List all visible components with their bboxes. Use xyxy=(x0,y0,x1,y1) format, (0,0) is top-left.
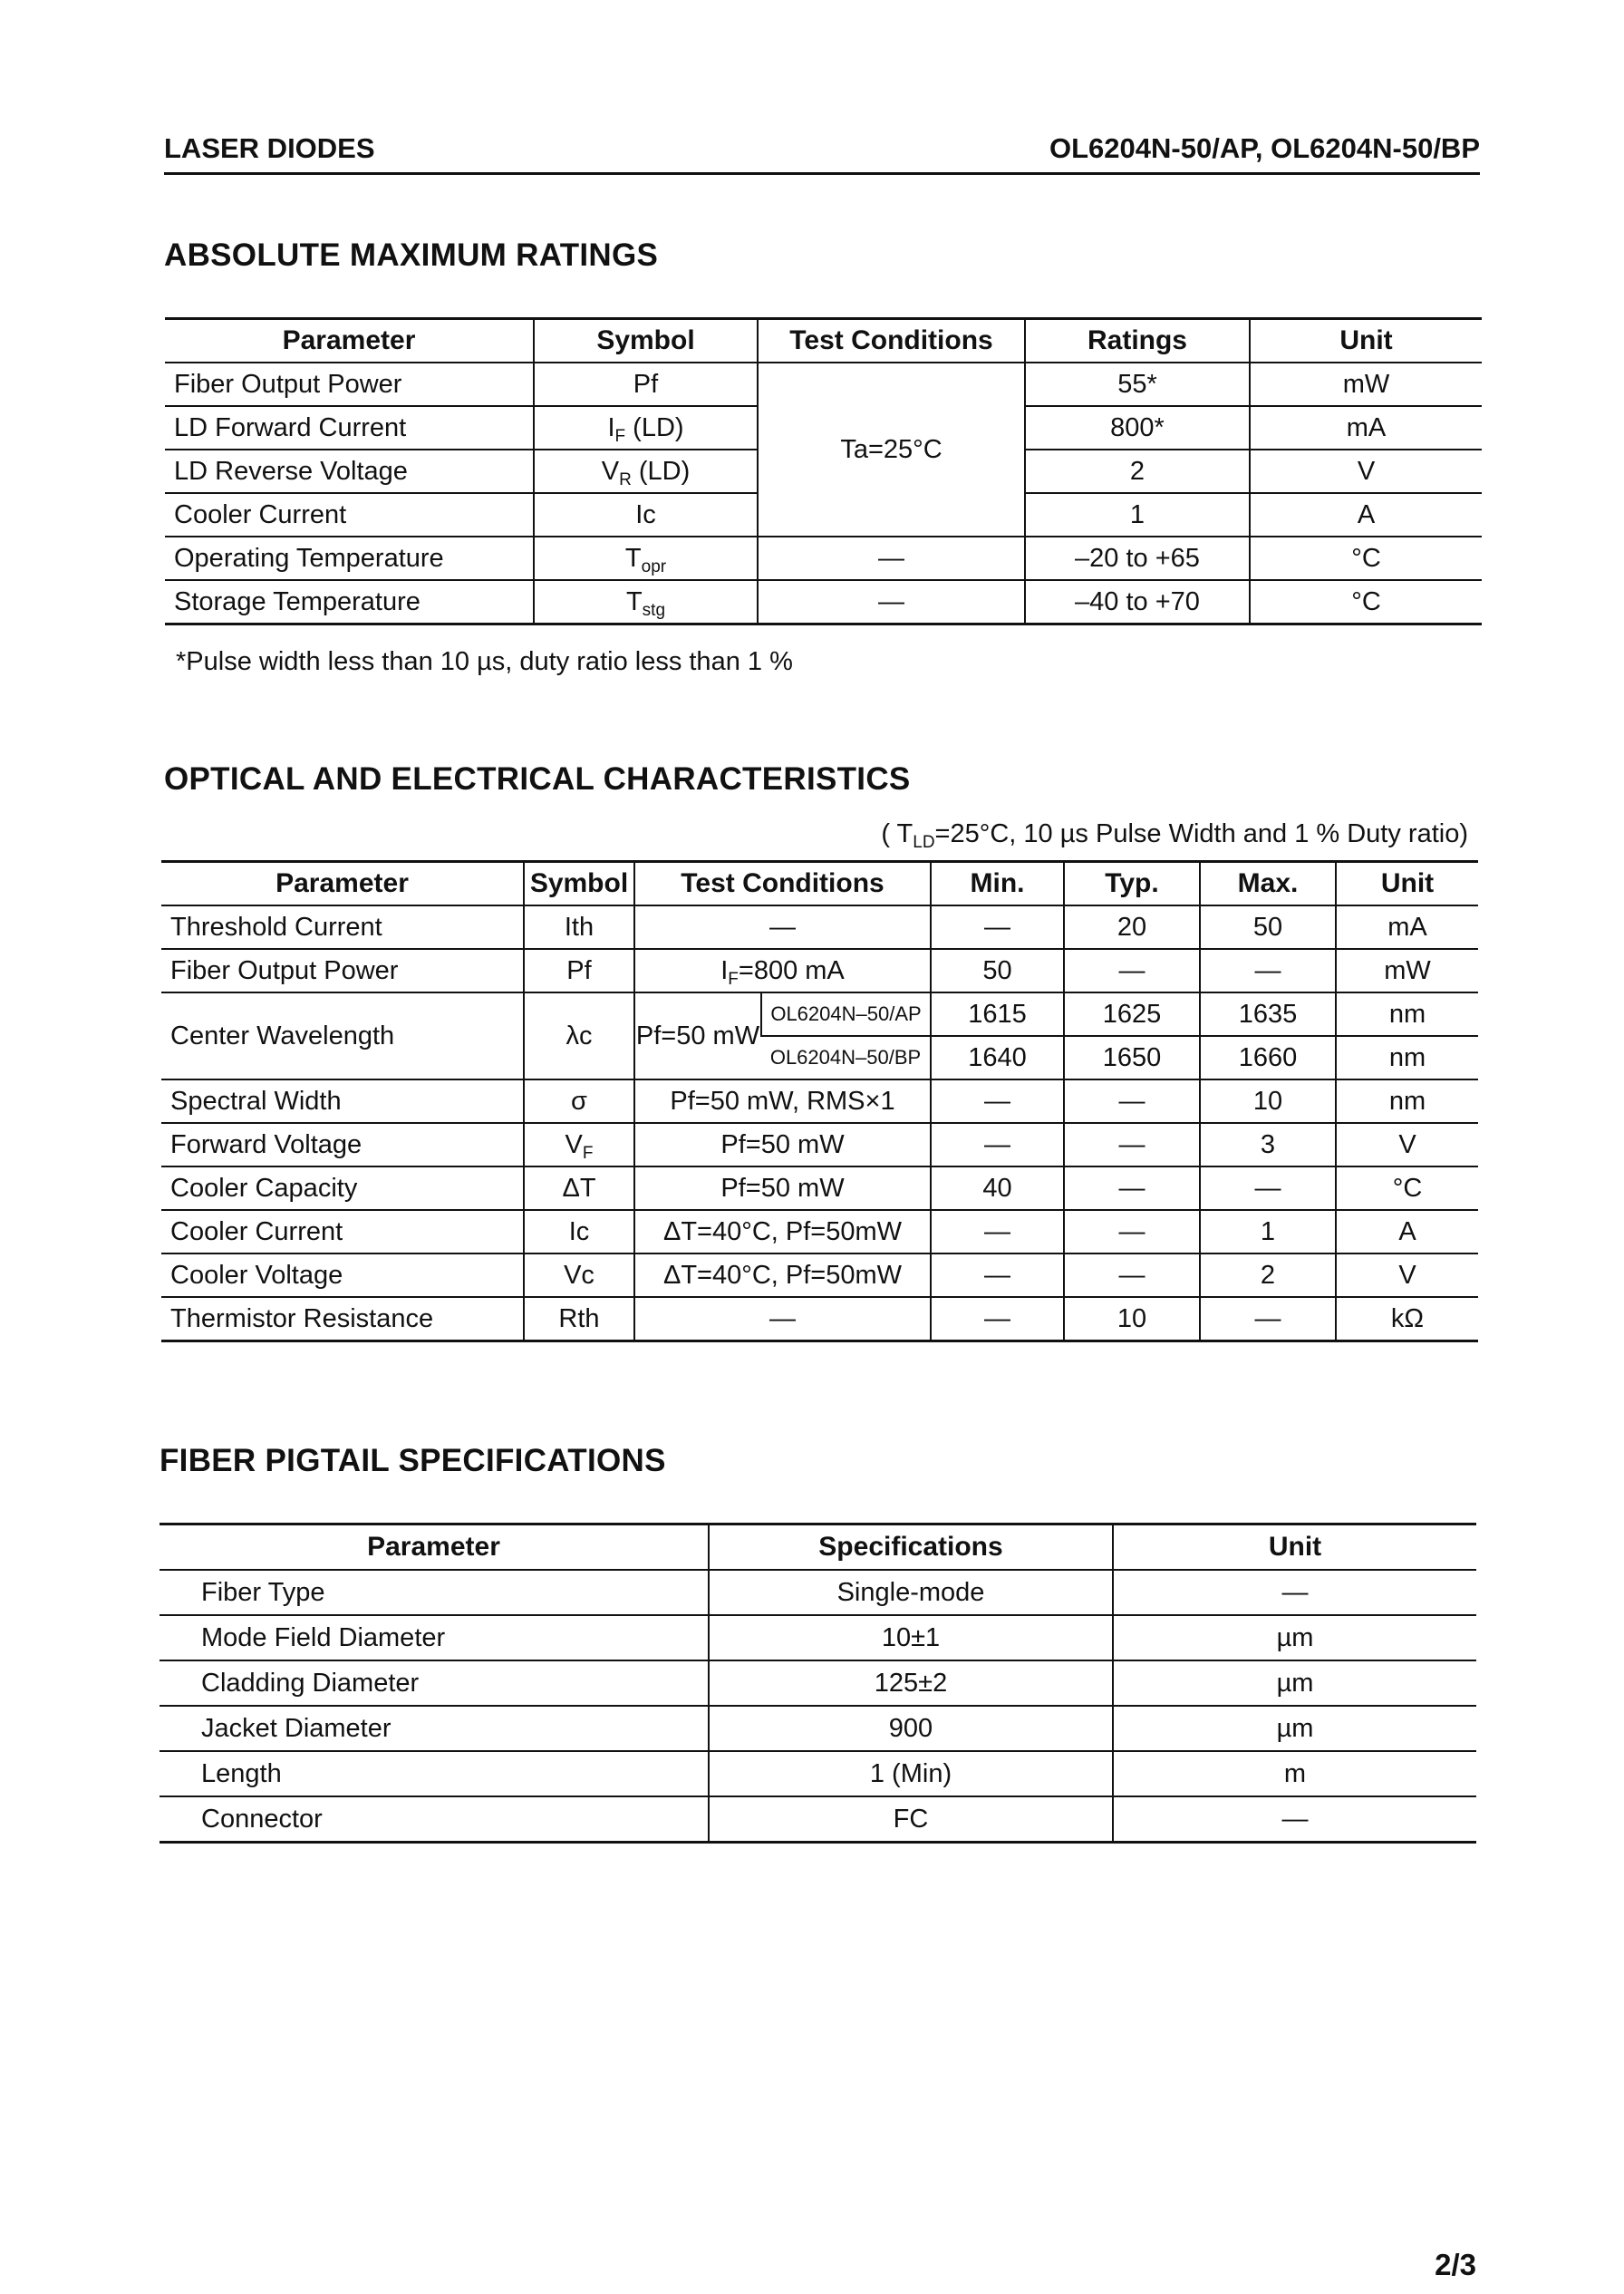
unit-cell: — xyxy=(1113,1796,1476,1843)
unit-cell: µm xyxy=(1113,1660,1476,1706)
min-cell: — xyxy=(931,905,1064,949)
col-header: Symbol xyxy=(524,862,634,906)
unit-cell: V xyxy=(1336,1123,1478,1166)
table-row xyxy=(160,1570,1476,1615)
doc-category: LASER DIODES xyxy=(164,132,375,164)
col-header: Symbol xyxy=(534,319,758,363)
symbol-cell: Ith xyxy=(524,905,634,949)
unit-cell: mW xyxy=(1250,363,1482,406)
param-cell: Storage Temperature xyxy=(165,580,534,624)
table-row xyxy=(165,363,1482,406)
param-cell: Jacket Diameter xyxy=(160,1706,709,1751)
unit-cell: A xyxy=(1250,493,1482,537)
symbol-cell: λc xyxy=(524,992,634,1079)
param-cell: Cooler Current xyxy=(165,493,534,537)
param-cell: Connector xyxy=(160,1796,709,1843)
unit-cell: V xyxy=(1250,450,1482,493)
fiber-pigtail-table xyxy=(160,1523,1476,1844)
test-condition-cell: — xyxy=(758,580,1025,624)
page-number: 2/3 xyxy=(1435,2248,1476,2281)
model-cell: OL6204N–50/BP xyxy=(761,1036,931,1079)
fps-title: FIBER PIGTAIL SPECIFICATIONS xyxy=(160,1443,666,1478)
typ-cell: 1625 xyxy=(1064,992,1200,1036)
symbol-cell: $T_{opr}$ xyxy=(534,537,758,580)
table-row xyxy=(165,537,1482,580)
table-row xyxy=(161,1166,1478,1210)
symbol-cell: $I_F$ (LD) xyxy=(534,406,758,450)
footnote: *Pulse width less than 10 µs, duty ratio less than 1 % xyxy=(176,647,793,676)
col-header: Specifications xyxy=(709,1524,1113,1571)
param-cell: Spectral Width xyxy=(161,1079,524,1123)
max-cell: 3 xyxy=(1200,1123,1336,1166)
typ-cell: 20 xyxy=(1064,905,1200,949)
max-cell: — xyxy=(1200,1166,1336,1210)
rating-cell: 55* xyxy=(1025,363,1250,406)
spec-cell: 1 (Min) xyxy=(709,1751,1113,1796)
optical-electrical-table xyxy=(161,860,1478,1342)
table-header-row xyxy=(160,1524,1476,1571)
param-cell: Center Wavelength xyxy=(161,992,524,1079)
param-cell: LD Reverse Voltage xyxy=(165,450,534,493)
table-row xyxy=(161,1123,1478,1166)
unit-cell: V xyxy=(1336,1253,1478,1297)
param-cell: Fiber Output Power xyxy=(161,949,524,992)
typ-cell: — xyxy=(1064,1079,1200,1123)
col-header: Parameter xyxy=(161,862,524,906)
rating-cell: –20 to +65 xyxy=(1025,537,1250,580)
table-row xyxy=(161,905,1478,949)
unit-cell: m xyxy=(1113,1751,1476,1796)
min-cell: — xyxy=(931,1297,1064,1341)
col-header: Max. xyxy=(1200,862,1336,906)
test-condition-cell: Pf=50 mW, RMS×1 xyxy=(634,1079,931,1123)
unit-cell: °C xyxy=(1336,1166,1478,1210)
unit-cell: nm xyxy=(1336,1079,1478,1123)
test-condition-cell: Pf=50 mW xyxy=(634,1166,931,1210)
test-condition-cell: Ta=25°C xyxy=(758,363,1025,537)
rating-cell: 1 xyxy=(1025,493,1250,537)
symbol-cell: Rth xyxy=(524,1297,634,1341)
test-condition-cell: — xyxy=(758,537,1025,580)
max-cell: 50 xyxy=(1200,905,1336,949)
typ-cell: — xyxy=(1064,1166,1200,1210)
col-header: Test Conditions xyxy=(758,319,1025,363)
param-cell: Fiber Type xyxy=(160,1570,709,1615)
absolute-maximum-ratings-table xyxy=(165,317,1482,625)
unit-cell: mA xyxy=(1336,905,1478,949)
typ-cell: — xyxy=(1064,1253,1200,1297)
symbol-cell: Ic xyxy=(534,493,758,537)
doc-part-numbers: OL6204N-50/AP, OL6204N-50/BP xyxy=(1049,132,1480,164)
col-header: Test Conditions xyxy=(634,862,931,906)
page-header xyxy=(164,132,1480,175)
spec-cell: 125±2 xyxy=(709,1660,1113,1706)
measurement-conditions: ( $T_{LD}=25^\circ C$, 10 µs Pulse Width and 1 % Duty ratio) xyxy=(881,819,1468,852)
param-cell: Mode Field Diameter xyxy=(160,1615,709,1660)
rating-cell: 800* xyxy=(1025,406,1250,450)
test-condition-cell: — xyxy=(634,905,931,949)
typ-cell: 10 xyxy=(1064,1297,1200,1341)
spec-cell: Single-mode xyxy=(709,1570,1113,1615)
param-cell: LD Forward Current xyxy=(165,406,534,450)
max-cell: 2 xyxy=(1200,1253,1336,1297)
unit-cell: nm xyxy=(1336,1036,1478,1079)
test-condition-cell: $I_F=800$ mA xyxy=(634,949,931,992)
min-cell: 40 xyxy=(931,1166,1064,1210)
param-cell: Thermistor Resistance xyxy=(161,1297,524,1341)
symbol-cell: ΔT xyxy=(524,1166,634,1210)
spec-cell: 900 xyxy=(709,1706,1113,1751)
unit-cell: mA xyxy=(1250,406,1482,450)
spec-cell: 10±1 xyxy=(709,1615,1113,1660)
table-row xyxy=(161,1079,1478,1123)
unit-cell: µm xyxy=(1113,1615,1476,1660)
min-cell: — xyxy=(931,1123,1064,1166)
oec-title: OPTICAL AND ELECTRICAL CHARACTERISTICS xyxy=(164,761,911,797)
param-cell: Fiber Output Power xyxy=(165,363,534,406)
param-cell: Cooler Capacity xyxy=(161,1166,524,1210)
col-header: Parameter xyxy=(160,1524,709,1571)
unit-cell: mW xyxy=(1336,949,1478,992)
symbol-cell: $V_R$ (LD) xyxy=(534,450,758,493)
amr-title: ABSOLUTE MAXIMUM RATINGS xyxy=(164,237,659,273)
table-row xyxy=(160,1660,1476,1706)
model-cell: OL6204N–50/AP xyxy=(761,992,931,1036)
typ-cell: — xyxy=(1064,1210,1200,1253)
rating-cell: 2 xyxy=(1025,450,1250,493)
param-cell: Operating Temperature xyxy=(165,537,534,580)
col-header: Unit xyxy=(1250,319,1482,363)
unit-cell: A xyxy=(1336,1210,1478,1253)
min-cell: — xyxy=(931,1079,1064,1123)
col-header: Ratings xyxy=(1025,319,1250,363)
test-condition-cell: — xyxy=(634,1297,931,1341)
min-cell: 50 xyxy=(931,949,1064,992)
param-cell: Cladding Diameter xyxy=(160,1660,709,1706)
min-cell: 1615 xyxy=(931,992,1064,1036)
param-cell: Threshold Current xyxy=(161,905,524,949)
table-row xyxy=(160,1615,1476,1660)
max-cell: — xyxy=(1200,949,1336,992)
param-cell: Length xyxy=(160,1751,709,1796)
unit-cell: kΩ xyxy=(1336,1297,1478,1341)
symbol-cell: Ic xyxy=(524,1210,634,1253)
test-condition-cell: ΔT=40°C, Pf=50mW xyxy=(634,1210,931,1253)
col-header: Parameter xyxy=(165,319,534,363)
symbol-cell: σ xyxy=(524,1079,634,1123)
max-cell: 1635 xyxy=(1200,992,1336,1036)
table-row xyxy=(161,1253,1478,1297)
max-cell: 10 xyxy=(1200,1079,1336,1123)
min-cell: — xyxy=(931,1210,1064,1253)
max-cell: 1660 xyxy=(1200,1036,1336,1079)
unit-cell: °C xyxy=(1250,537,1482,580)
spec-cell: FC xyxy=(709,1796,1113,1843)
col-header: Typ. xyxy=(1064,862,1200,906)
table-row xyxy=(161,949,1478,992)
max-cell: — xyxy=(1200,1297,1336,1341)
unit-cell: — xyxy=(1113,1570,1476,1615)
table-row xyxy=(161,1210,1478,1253)
col-header: Unit xyxy=(1336,862,1478,906)
col-header: Min. xyxy=(931,862,1064,906)
table-row xyxy=(161,992,1478,1036)
param-cell: Cooler Current xyxy=(161,1210,524,1253)
test-condition-cell: Pf=50 mW xyxy=(634,992,761,1079)
unit-cell: °C xyxy=(1250,580,1482,624)
test-condition-cell: ΔT=40°C, Pf=50mW xyxy=(634,1253,931,1297)
col-header: Unit xyxy=(1113,1524,1476,1571)
typ-cell: 1650 xyxy=(1064,1036,1200,1079)
table-row xyxy=(160,1796,1476,1843)
symbol-cell: $V_F$ xyxy=(524,1123,634,1166)
typ-cell: — xyxy=(1064,949,1200,992)
unit-cell: µm xyxy=(1113,1706,1476,1751)
table-header-row xyxy=(165,319,1482,363)
symbol-cell: Pf xyxy=(534,363,758,406)
table-row xyxy=(165,580,1482,624)
unit-cell: nm xyxy=(1336,992,1478,1036)
param-cell: Cooler Voltage xyxy=(161,1253,524,1297)
param-cell: Forward Voltage xyxy=(161,1123,524,1166)
table-header-row xyxy=(161,862,1478,906)
test-condition-cell: Pf=50 mW xyxy=(634,1123,931,1166)
max-cell: 1 xyxy=(1200,1210,1336,1253)
symbol-cell: Vc xyxy=(524,1253,634,1297)
min-cell: 1640 xyxy=(931,1036,1064,1079)
typ-cell: — xyxy=(1064,1123,1200,1166)
table-row xyxy=(161,1297,1478,1341)
table-row xyxy=(160,1751,1476,1796)
table-row xyxy=(160,1706,1476,1751)
min-cell: — xyxy=(931,1253,1064,1297)
rating-cell: –40 to +70 xyxy=(1025,580,1250,624)
symbol-cell: Pf xyxy=(524,949,634,992)
symbol-cell: $T_{stg}$ xyxy=(534,580,758,624)
